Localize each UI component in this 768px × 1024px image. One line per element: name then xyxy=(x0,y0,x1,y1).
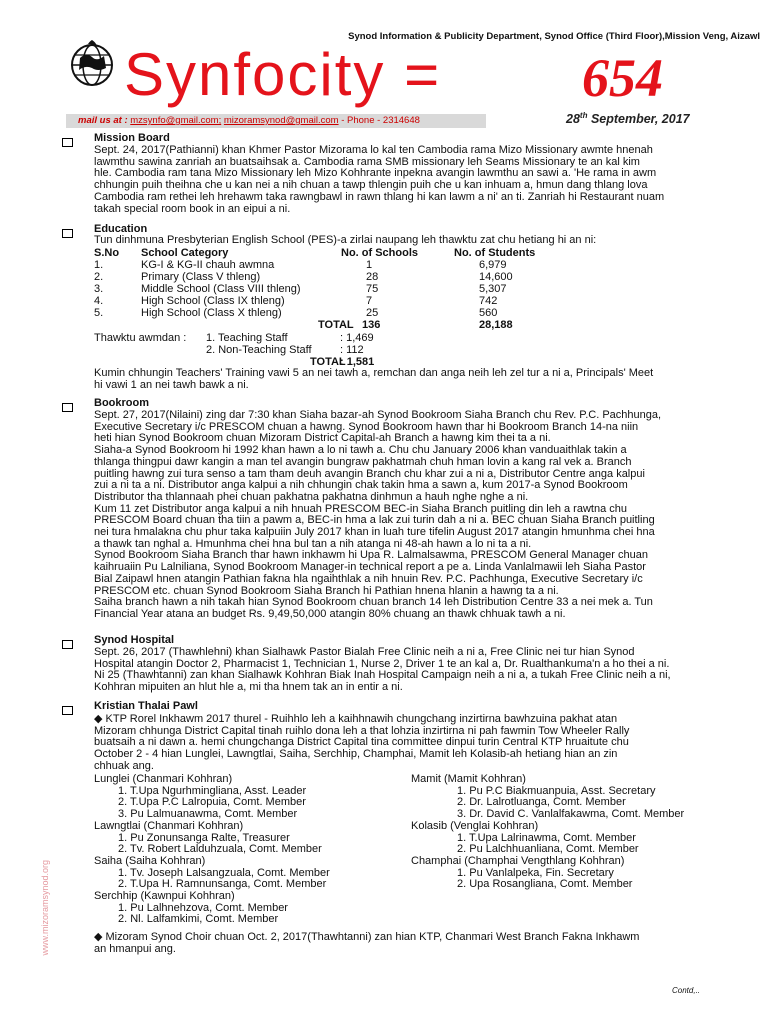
team-heading: Mamit (Mamit Kohhran) xyxy=(411,773,526,785)
list-item: 3. Dr. David C. Vanlalfakawma, Comt. Member xyxy=(457,808,685,821)
hospital-text: Sept. 26, 2017 (Thawhlehni) khan Sialhawk Pastor Bialah Free Clinic neih a ni a, Free Clinic nei tur hian Synod Hospital atangin Doctor 2, Pharmacist 1, Technician 1, Nurse 2, Driver 1 te an kal a, Dr. Rualthankuma'n a ho thei a ni. Ni 25 (Thawhtanni) zan khan Sialhawk Kohhran Biak Inah Hospital Campaign neih a ni a, a tukah Free Clinic neih a ni, Kohhran mipuiten an hlut hle a, mi tha hnem tak an in entir a ni. xyxy=(94,646,671,694)
ktp-teams-right xyxy=(411,774,731,891)
continued-note: Contd,.. xyxy=(672,986,701,995)
contact-bar xyxy=(66,114,486,128)
email-link-2[interactable]: mizoramsynod@gmail.com xyxy=(223,115,339,126)
issue-date: 28th September, 2017 xyxy=(566,111,690,127)
section-title-hospital: Synod Hospital xyxy=(94,634,175,646)
phone-number: - Phone - 2314648 xyxy=(341,115,420,126)
department-line: Synod Information & Publicity Department, Synod Office (Third Floor),Mission Veng, Aizawl xyxy=(348,31,760,42)
section-title-bookroom: Bookroom xyxy=(94,397,149,409)
team-heading: Lunglei (Chanmari Kohhran) xyxy=(94,773,233,785)
mail-label: mail us at : xyxy=(78,115,128,126)
section-title-education: Education xyxy=(94,223,148,235)
list-item: 1. Pu Lalhnehzova, Comt. Member xyxy=(118,901,288,914)
list-item: 1. Tv. Joseph Lalsangzuala, Comt. Member xyxy=(118,866,330,879)
section-bullet-icon xyxy=(62,229,73,238)
bookroom-text: Sept. 27, 2017(Nilaini) zing dar 7:30 khan Siaha bazar-ah Synod Bookroom Siaha Branch chu Rev. P.C. Pachhunga, Executive Secretary i/c PRESCOM chuan a hawng. Synod Bookroom hawn thar hi Bookroom Branch 14-na niin heti hian Synod Bookroom chuan Mizoram District Capital-ah Branch a hawng kim thei ta a ni. Siaha-a Synod Bookroom hi 1992 khan hawn a lo ni tawh a. Chu chu January 2006 khan vanduaithlak takin a thlanga thingpui dawr kangin a man tel avangin bungraw pakhatmah chuh hman lovin a kang ral vek a. Branch puitling hawng zui tura senso a tam tham deuh avangin Branch chu khar zui a ni a, Distributor Centre anga kalpui zui a ni ta a ni. Distributor anga kalpui a nih chhungin chak takin hma a sawn a, kum 2017-a Synod Bookroom Distributor tha thlannaah phei chuan pakhatna pakhatna dinhmun a hauh nghe nghe a ni. Kum 11 zet Distributor anga kalpui a nih hnuah PRESCOM BEC-in Siaha Branch puitling din leh a rawtna chu PRESCOM Board chuan tha tiin a pawm a, BEC-in hma a lak zui turin dah a ni a. BEC chuan Siaha Branch puitling nei tura hmalakna chu phur taka kalpuiin July 2017 khan in luah ture tifelin August 2017 atangin hmunhma chei hna a thawk tan nghal a. Hmunhma chei hna bul tan a nih atanga ni 48-ah hawn a lo ni ta a ni. Synod Bookroom Siaha Branch thar hawn inkhawm hi Upa R. Lalmalsawma, PRESCOM General Manager chuan kaihruaiin Pu Lalniliana, Synod Bookroom Manager-in technical report a pe a. Linda Vanlalmawii leh Siaha Pastor Bial Zaipawl hnen atangin Pathian fakna hla ngaihthlak a nih hnuin Rev. P.C. Pachhunga, Executive Secretary i/c PRESCOM etc. chuan Synod Bookroom Siaha Branch hi Pathian hnena hlanin a hawng ta a ni. Saiha branch hawn a nih takah hian Synod Bookroom chuan branch 14 leh Distribution Centre 33 a nei mek a. Tun Financial Year atana an budget Rs. 9,49,50,000 atangin 80% chuang an thawk chhuak tawh a ni. xyxy=(94,409,662,620)
team-heading: Lawngtlai (Chanmari Kohhran) xyxy=(94,819,244,832)
mission-board-text: Sept. 24, 2017(Pathianni) khan Khmer Pastor Mizorama lo kal ten Cambodia rama Mizo Missionary awmte hnenah lawmthu sawina zanriah an buatsaihsak a. Cambodia rama SMB missionary leh Seams Missionary te an kal kim hle. Cambodia ram tana Mizo Missionary leh Mizo Kohhrante inpekna avangin lawmthu an sawi a. 'He rama in awm chhungin puih theihna che u kan nei a nih chuan a tawp thlengin puih che u kan inhuam a, hmun dang thlang lova Cambodia ram rethei leh hrehawm taka rawngbawl in rawn thlang hi kan lawm a ni' an ti. Zanriah hi Restaurant nuam takah special room book in an eipui a ni. xyxy=(94,144,665,215)
section-bullet-icon xyxy=(62,706,73,715)
list-item: 3. Pu Lalmuanawma, Comt. Member xyxy=(118,808,298,821)
table-header-students: No. of Students xyxy=(454,247,536,259)
team-heading: Champhai (Champhai Vengthlang Kohhran) xyxy=(411,854,625,867)
list-item: 1. T.Upa Lalrinawma, Comt. Member xyxy=(457,831,636,844)
table-header-sno: S.No xyxy=(94,247,120,259)
list-item: 1. Pu Zonunsanga Ralte, Treasurer xyxy=(118,831,290,844)
masthead-title: Synfocity = xyxy=(124,41,442,108)
issue-number: 654 xyxy=(582,48,663,108)
list-item: 2. T.Upa H. Ramnunsanga, Comt. Member xyxy=(118,878,327,891)
section-bullet-icon xyxy=(62,403,73,412)
website-watermark: www.mizoramsynod.org xyxy=(40,860,50,956)
list-item: 2. Dr. Lalrotluanga, Comt. Member xyxy=(457,796,626,809)
email-link-1[interactable]: mzsynfo@gmail.com; xyxy=(130,115,222,126)
table-header-category: School Category xyxy=(141,247,229,259)
ktp-teams-left xyxy=(94,774,394,926)
team-heading: Saiha (Saiha Kohhran) xyxy=(94,854,206,867)
ktp-paragraph-1: ◆ KTP Rorel Inkhawm 2017 thurel - Ruihhlo leh a kaihhnawih chungchang inzirtirna bawhzuina pakhat atan Mizoram chhunga District Capital tinah ruihlo dona leh a that lohzia inzirtirna ni pah fawmin Tow Wheeler Rally buatsaih a ni dawn a. hemi chungchanga District Capital tina committee dinpui turin Central KTP hruaitute chu October 2 - 4 hian Lunglei, Lawngtlai, Saiha, Serchhip, Champhai, Mamit leh Kolasib-ah hetiang hian an zin chhuak ang. xyxy=(94,713,630,772)
list-item: 2. T.Upa P.C Lalropuia, Comt. Member xyxy=(118,796,306,809)
education-intro: Tun dinhmuna Presbyterian English School (PES)-a zirlai naupang leh thawktu zat chu hetiang hi an ni: xyxy=(94,234,597,246)
list-item: 1. Pu P.C Biakmuanpuia, Asst. Secretary xyxy=(457,784,656,797)
section-title-ktp: Kristian Thalai Pawl xyxy=(94,700,198,712)
section-bullet-icon xyxy=(62,138,73,147)
education-footer-text: Kumin chhungin Teachers' Training vawi 5 an nei tawh a, remchan dan anga neih leh zel tur a ni a, Principals' Meet hi vawi 1 an nei tawh bawk a ni. xyxy=(94,367,654,391)
team-heading: Serchhip (Kawnpui Kohhran) xyxy=(94,890,235,903)
list-item: 2. Upa Rosangliana, Comt. Member xyxy=(457,878,633,891)
list-item: 2. Tv. Robert Lalduhzuala, Comt. Member xyxy=(118,843,322,856)
globe-logo-icon xyxy=(66,38,118,88)
section-bullet-icon xyxy=(62,640,73,649)
newsletter-page: Synod Information & Publicity Department, Synod Office (Third Floor),Mission Veng, Aizawl Synfocity = 654 mail us at : mzsynfo@gmail.com; mizoramsynod@gmail.com - Phone - 2314648 28th September, 2017 Mission Board Sept. 24, 2017(Pathianni) khan Khmer Pastor Mizorama lo kal ten Cambodia rama Mizo Missionary awmte hnenah lawmthu sawina zanriah an buatsaihsak a. Cambodia rama SMB missionary leh Seams Missionary te an kal kim hle. Cambodia ram tana Mizo Missionary leh Mizo Kohhrante inpekna avangin lawmthu an sawi a. 'He rama in awm chhungin puih theihna che u kan nei a nih chuan a tawp thlengin puih che u kan inhuam a, hmun dang thlang lova Cambodia ram rethei leh hrehawm taka rawngbawl in rawn thlang hi kan lawm a ni' an ti. Zanriah hi Restaurant nuam takah special room book in an eipui a ni. Education Tun dinhmuna Presbyterian English School (PES)-a zirlai naupang leh thawktu zat chu hetiang hi an ni: S.No School Category No. of Schools No. of Students 1. KG-I & KG-II chauh awmna 1 6,979 2. Primary (Class V thleng) 28 14,600 3. Middle School (Class VIII thleng) 75 5,307 4. High School (Class IX thleng) 7 742 5. High School (Class X thleng) 25 560 TOTAL 136 28,188 Thawktu awmdan : 1. Teaching Staff : 1,469 2. Non-Teaching Staff : 112 TOTAL : 1,581 Kumin chhungin Teachers' Training vawi 5 an nei tawh a, remchan dan anga neih leh zel tur a ni a, Principals' Meet hi vawi 1 an nei tawh bawk a ni. Bookroom Sept. 27, 2017(Nilaini) zing dar 7:30 khan Siaha bazar-ah Synod Bookroom Siaha Branch chu Rev. P.C. Pachhunga, Executive Secretary i/c PRESCOM chuan a hawng. Synod Bookroom hawn thar hi Bookroom Branch 14-na niin heti hian Synod Bookroom chuan Mizoram District Capital-ah Branch a hawng kim thei ta a ni. Siaha-a Synod Bookroom hi 1992 khan hawn a lo ni tawh a. Chu chu January 2006 khan vanduaithlak takin a thlanga thingpui dawr kangin a man tel avangin bungraw pakhatmah chuh hman lovin a kang ral vek a. Branch puitling hawng zui tura senso a tam tham deuh avangin Branch chu khar zui a ni a, Distributor Centre anga kalpui zui a ni ta a ni. Distributor anga kalpui a nih chhungin chak takin hma a sawn a, kum 2017-a Synod Bookroom Distributor tha thlannaah phei chuan pakhatna pakhatna dinhmun a hauh nghe nghe a ni. Kum 11 zet Distributor anga kalpui a nih hnuah PRESCOM BEC-in Siaha Branch puitling din leh a rawtna chu PRESCOM Board chuan tha tiin a pawm a, BEC-in hma a lak zui turin dah a ni a. BEC chuan Siaha Branch puitling nei tura hmalakna chu phur taka kalpuiin July 2017 khan in luah ture tifelin August 2017 atangin hmunhma chei hna a thawk tan nghal a. Hmunhma chei hna bul tan a nih atanga ni 48-ah hawn a lo ni ta a ni. Synod Bookroom Siaha Branch thar hawn inkhawm hi Upa R. Lalmalsawma, PRESCOM General Manager chuan kaihruaiin Pu Lalniliana, Synod Bookroom Manager-in technical report a pe a. Linda Vanlalmawii leh Siaha Pastor Bial Zaipawl hnen atangin Pathian fakna hla ngaihthlak a nih hnuin Rev. P.C. Pachhunga, Executive Secretary i/c PRESCOM etc. chuan Synod Bookroom Siaha Branch hi Pathian hnena hlanin a hawng ta a ni. Saiha branch hawn a nih takah hian Synod Bookroom chuan branch 14 leh Distribution Centre 33 a nei mek a. Tun Financial Year atana an budget Rs. 9,49,50,000 atangin 80% chuang an thawk chhuak tawh a ni. Synod Hospital Sept. 26, 2017 (Thawhlehni) khan Sialhawk Pastor Bialah Free Clinic neih a ni a, Free Clinic nei tur hian Synod Hospital atangin Doctor 2, Pharmacist 1, Technician 1, Nurse 2, Driver 1 te an kal a, Dr. Rualthankuma'n a ho thei a ni. Ni 25 (Thawhtanni) zan khan Sialhawk Kohhran Biak Inah Hospital Campaign neih a ni a, a tukah Free Clinic neih a ni, Kohhran mipuiten an hlut hle a, mi tha hnem tak an in entir a ni. Kristian Thalai Pawl ◆ KTP Rorel Inkhawm 2017 thurel - Ruihhlo leh a kaihhnawih chungchang inzirtirna bawhzuina pakhat atan Mizoram chhunga District Capital tinah ruihlo dona leh a that lohzia inzirtirna ni pah fawmin Tow Wheeler Rally buatsaih a ni dawn a. hemi chungchanga District Capital tina committee dinpui turin Central KTP hruaitute chu October 2 - 4 hian Lunglei, Lawngtlai, Saiha, Serchhip, Champhai, Mamit leh Kolasib-ah hetiang hian an zin chhuak ang. Lunglei (Chanmari Kohhran) 1. T.Upa Ngurhmingliana, Asst. Leader 2. T.Upa P.C Lalropuia, Comt. Member 3. Pu Lalmuanawma, Comt. Member Lawngtlai (Chanmari Kohhran) 1. Pu Zonunsanga Ralte, Treasurer 2. Tv. Robert Lalduhzuala, Comt. Member Saiha (Saiha Kohhran) 1. Tv. Joseph Lalsangzuala, Comt. Member 2. T.Upa H. Ramnunsanga, Comt. Member Serchhip (Kawnpui Kohhran) 1. Pu Lalhnehzova, Comt. Member 2. Nl. Lalfamkimi, Comt. Member Mamit (Mamit Kohhran) 1. Pu P.C Biakmuanpuia, Asst. Secretary 2. Dr. Lalrotluanga, Comt. Member 3. Dr. David C. Vanlalfakawma, Comt. Member Kolasib (Venglai Kohhran) 1. T.Upa Lalrinawma, Comt. Member 2. Pu Lalchhuanliana, Comt. Member Champhai (Champhai Vengthlang Kohhran) 1. Pu Vanlalpeka, Fin. Secretary 2. Upa Rosangliana, Comt. Member ◆ Mizoram Synod Choir chuan Oct. 2, 2017(Thawhtanni) zan hian KTP, Chanmari West Branch Fakna Inkhawm an hmanpui ang. Contd,.. www.mizoramsynod.org xyxy=(40,31,760,995)
list-item: 2. Nl. Lalfamkimi, Comt. Member xyxy=(118,913,279,926)
team-heading: Kolasib (Venglai Kohhran) xyxy=(411,819,539,832)
list-item: 1. Pu Vanlalpeka, Fin. Secretary xyxy=(457,866,614,879)
table-header-schools: No. of Schools xyxy=(341,247,418,259)
ktp-paragraph-2: ◆ Mizoram Synod Choir chuan Oct. 2, 2017(Thawhtanni) zan hian KTP, Chanmari West Branch Fakna Inkhawm an hmanpui ang. xyxy=(94,931,640,955)
list-item: 2. Pu Lalchhuanliana, Comt. Member xyxy=(457,843,639,856)
section-title-mission-board: Mission Board xyxy=(94,132,170,144)
list-item: 1. T.Upa Ngurhmingliana, Asst. Leader xyxy=(118,784,307,797)
